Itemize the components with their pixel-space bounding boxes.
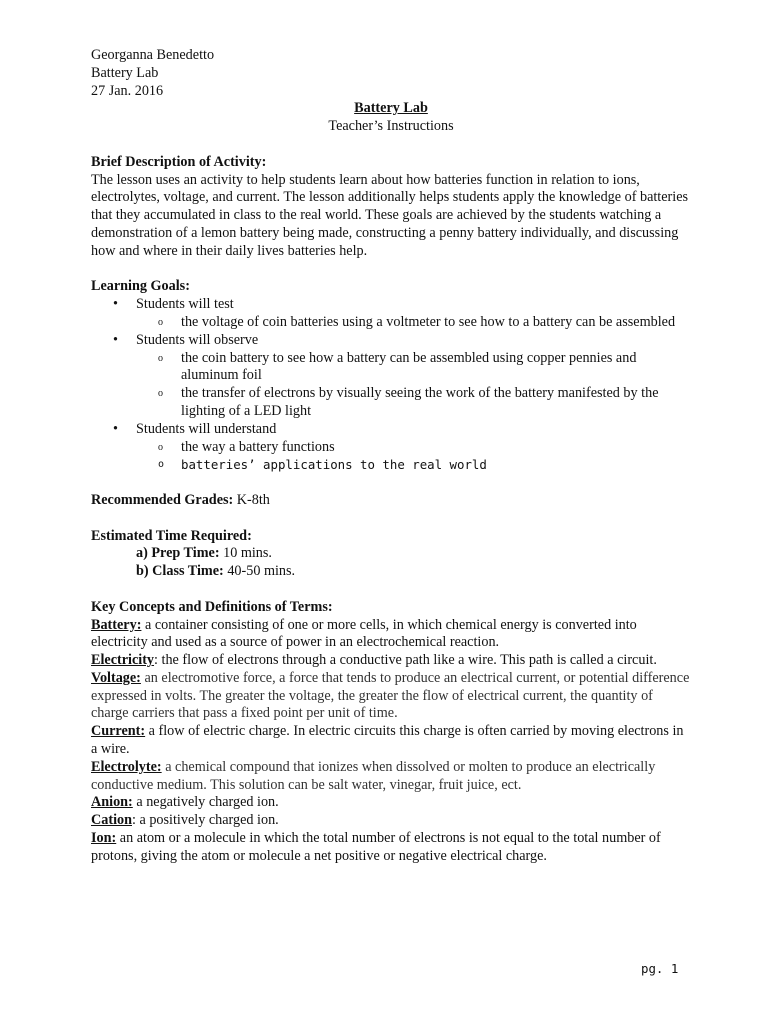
class-time-label: b) Class Time:: [136, 563, 224, 580]
grades-label: Recommended Grades:: [91, 491, 234, 508]
doc-title: Battery Lab: [354, 100, 428, 117]
definition: [91, 830, 691, 866]
goal-subitem: o the coin battery to see how a battery can be assembled using copper pennies and aluminum foil: [91, 350, 691, 386]
goal-item: [91, 421, 691, 474]
definition-term: Ion:: [91, 830, 117, 847]
goal-subitem: o the voltage of coin batteries using a voltmeter to see how to a battery can be assembled: [91, 314, 691, 332]
title-block: [91, 100, 691, 136]
learning-goals-heading: Learning Goals:: [91, 278, 190, 295]
goal-item: [91, 296, 691, 332]
concepts-section: [91, 599, 691, 866]
goal-subitem: o the transfer of electrons by visually seeing the work of the battery manifested by the lighting of a LED light: [91, 385, 691, 421]
definition: [91, 652, 691, 670]
definition-term: Voltage:: [91, 669, 141, 686]
definition-term: Battery:: [91, 616, 142, 633]
goals-list: [91, 296, 691, 474]
description-text: The lesson uses an activity to help students learn about how batteries function in relation to ions, electrolytes, voltage, and current. The lesson additionally helps students apply the knowledge of batteries that they accumulated in class to the real world. These goals are achieved by the students watching a demonstration of a lemon battery being made, constructing a penny battery individually, and discussing how and where in their daily lives batteries help.: [91, 171, 689, 259]
definition: [91, 812, 691, 830]
definition-text: an electromotive force, a force that tends to produce an electrical current, or potential difference expressed in volts. The greater the voltage, the greater the flow of electrical current, the quantity of charge carriers that pass a fixed point per unit of time.: [91, 669, 690, 722]
class-time-line: [91, 563, 691, 581]
doc-date: 27 Jan. 2016: [91, 82, 164, 99]
definition: [91, 794, 691, 812]
definition-text: : a positively charged ion.: [132, 812, 279, 829]
definition-text: a container consisting of one or more cells, in which chemical energy is converted into electricity and used as a source of power in an electrochemical reaction.: [91, 616, 637, 651]
definition-text: a chemical compound that ionizes when dissolved or molten to produce an electrically conductive medium. This solution can be salt water, vinegar, fruit juice, ect.: [91, 758, 656, 793]
definition: [91, 759, 691, 795]
grades-line: [91, 492, 691, 510]
definition-text: a flow of electric charge. In electric circuits this charge is often carried by moving electrons in a wire.: [91, 723, 684, 758]
goal-label: Students will observe: [136, 331, 259, 348]
doc-subject: Battery Lab: [91, 64, 159, 81]
goal-subitem: o the way a battery functions: [91, 439, 691, 457]
prep-time-label: a) Prep Time:: [136, 545, 220, 562]
description-section: [91, 154, 691, 261]
definition-term: Anion:: [91, 794, 133, 811]
definition-term: Electricity: [91, 652, 155, 669]
prep-time-value: 10 mins.: [219, 545, 272, 562]
definition-text: a negatively charged ion.: [132, 794, 279, 811]
goal-item: [91, 332, 691, 421]
document-content: [91, 47, 691, 866]
goal-subitem: o batteries’ applications to the real world: [91, 456, 691, 474]
time-section: [91, 528, 691, 581]
definition-term: Cation: [91, 812, 132, 829]
definition: [91, 617, 691, 653]
class-time-value: 40-50 mins.: [223, 563, 296, 580]
time-heading: Estimated Time Required:: [91, 527, 252, 544]
goal-label: Students will test: [136, 296, 234, 313]
definition-term: Electrolyte:: [91, 758, 162, 775]
definition: [91, 723, 691, 759]
definition: [91, 670, 691, 723]
definition-text: : the flow of electrons through a conductive path like a wire. This path is called a circuit.: [154, 652, 657, 669]
page-number: pg. 1: [641, 961, 679, 976]
definition-text: an atom or a molecule in which the total number of electrons is not equal to the total number of protons, giving the atom or molecule a net positive or negative electrical charge.: [91, 830, 661, 864]
prep-time-line: [91, 545, 691, 563]
grades-value: K-8th: [233, 491, 270, 508]
author-name: Georganna Benedetto: [91, 47, 215, 63]
concepts-heading: Key Concepts and Definitions of Terms:: [91, 598, 333, 615]
doc-subtitle: Teacher’s Instructions: [328, 118, 454, 135]
description-heading: Brief Description of Activity:: [91, 153, 267, 170]
learning-goals-section: [91, 278, 691, 474]
definition-term: Current:: [91, 723, 146, 740]
goal-label: Students will understand: [136, 420, 277, 437]
